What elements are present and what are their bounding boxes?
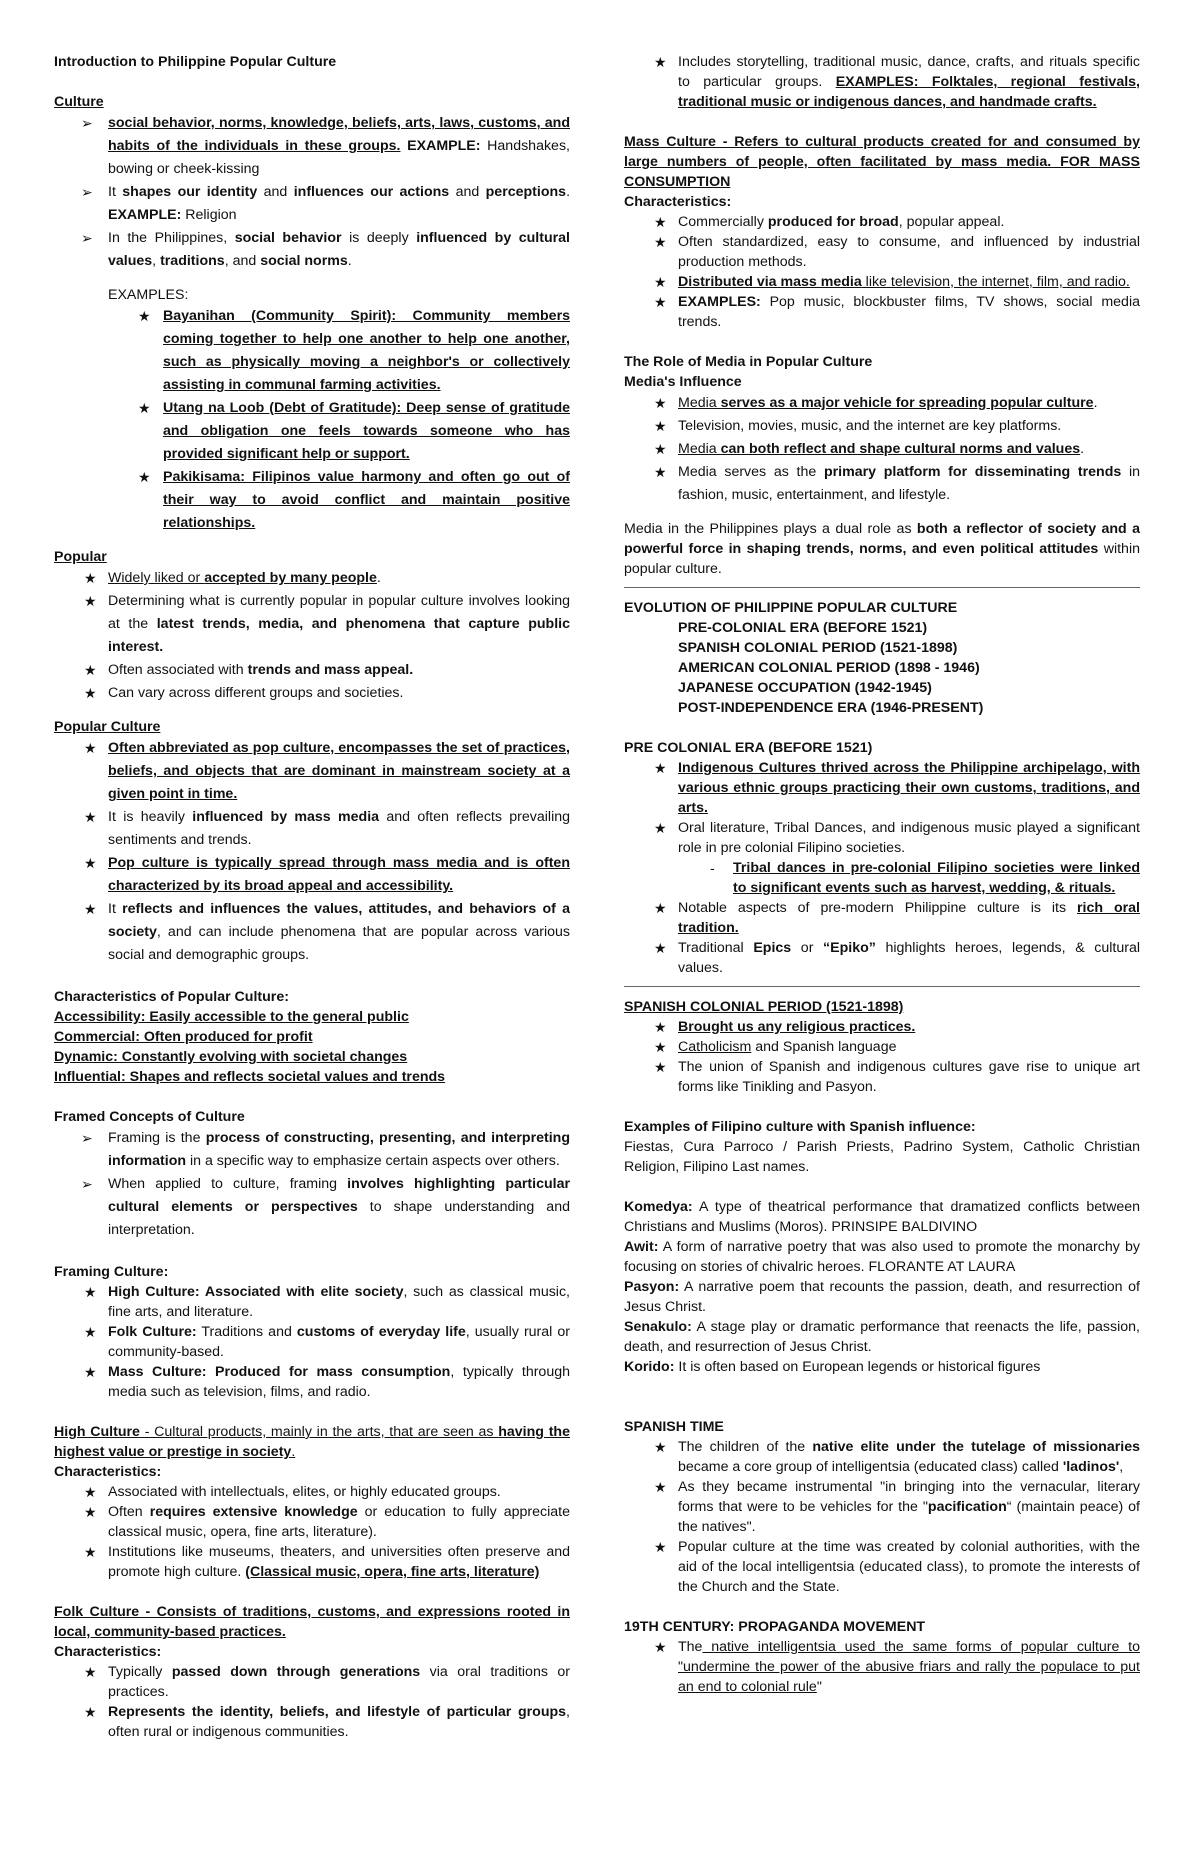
star-icon: ★ <box>84 855 97 871</box>
star-icon: ★ <box>654 464 667 480</box>
star-icon: ★ <box>654 54 667 70</box>
star-icon: ★ <box>84 740 97 756</box>
star-icon: ★ <box>84 1704 97 1720</box>
mass-culture-definition: Mass Culture - Refers to cultural products created for and consumed by large numbers of people, often facilitated by mass media. FOR MASS CONSUMPTION <box>624 134 1140 190</box>
spanish-examples-heading: Examples of Filipino culture with Spanish influence: <box>624 1119 976 1135</box>
left-column <box>54 52 570 1742</box>
media-influence-heading: Media's Influence <box>624 374 742 390</box>
komedya-definition: Komedya: A type of theatrical performance that dramatized conflicts between Christians and Muslims (Moros). PRINSIPE BALDIVINO <box>624 1199 1140 1235</box>
propaganda-item-1: ★ The native intelligentsia used the same forms of popular culture to "undermine the power of the abusive friars and rally the populace to put an end to colonial rule" <box>654 1639 1140 1695</box>
example-pakikisama: ★ Pakikisama: Filipinos value harmony and often go out of their way to avoid conflict and maintain positive relationships. <box>54 466 570 535</box>
arrow-icon: ➢ <box>81 230 93 246</box>
folk-item-3: ★ Includes storytelling, traditional music, dance, crafts, and rituals specific to particular groups. EXAMPLES: Folktales, regional festivals, traditional music or indigenous dances, and handmade crafts. <box>654 54 1140 110</box>
spanish-list <box>624 1017 1140 1097</box>
arrow-icon: ➢ <box>81 184 93 200</box>
media-item-4: ★ Media serves as the primary platform for disseminating trends in fashion, music, entertainment, and lifestyle. <box>624 461 1140 507</box>
arrow-icon: ➢ <box>81 1176 93 1192</box>
mass-item-1: ★ Commercially produced for broad, popular appeal. <box>654 214 1005 230</box>
star-icon: ★ <box>84 1484 97 1500</box>
popular-item-1: ★ Widely liked or accepted by many people. <box>54 567 570 590</box>
star-icon: ★ <box>654 1059 667 1075</box>
divider <box>624 587 1140 588</box>
characteristic-influential: Influential: Shapes and reflects societal values and trends <box>54 1069 446 1085</box>
culture-item-1: ➢ social behavior, norms, knowledge, beliefs, arts, laws, customs, and habits of the individuals in these groups. EXAMPLE: Handshakes, bowing or cheek-kissing <box>54 112 570 181</box>
star-icon: ★ <box>84 901 97 917</box>
star-icon: ★ <box>654 940 667 956</box>
popular-culture-item-4: ★ It reflects and influences the values, attitudes, and behaviors of a society, and can include phenomena that are popular across various social and demographic groups. <box>54 898 570 967</box>
framing-high: ★ High Culture: Associated with elite society, such as classical music, fine arts, and literature. <box>84 1284 570 1320</box>
media-philippines-paragraph: Media in the Philippines plays a dual role as both a reflector of society and a powerful force in shaping trends, norms, and even political attitudes within popular culture. <box>624 521 1140 577</box>
pasyon-definition: Pasyon: A narrative poem that recounts the passion, death, and resurrection of Jesus Christ. <box>624 1279 1140 1315</box>
star-icon: ★ <box>654 1439 667 1455</box>
spanish-time-list <box>624 1437 1140 1597</box>
star-icon: ★ <box>84 1324 97 1340</box>
framing-folk: ★ Folk Culture: Traditions and customs of everyday life, usually rural or community-based. <box>84 1324 570 1360</box>
divider <box>624 986 1140 987</box>
evolution-era-2: SPANISH COLONIAL PERIOD (1521-1898) <box>678 640 958 656</box>
star-icon: ★ <box>654 274 667 290</box>
media-item-1: ★ Media serves as a major vehicle for spreading popular culture. <box>624 392 1140 415</box>
folk-culture-list <box>54 1662 570 1742</box>
mass-characteristics-label: Characteristics: <box>624 194 732 210</box>
popular-culture-heading: Popular Culture <box>54 719 161 735</box>
star-icon: ★ <box>654 1039 667 1055</box>
mass-item-4: ★ EXAMPLES: Pop music, blockbuster films, TV shows, social media trends. <box>654 294 1140 330</box>
star-icon: ★ <box>138 308 151 324</box>
popular-culture-item-2: ★ It is heavily influenced by mass media and often reflects prevailing sentiments and trends. <box>54 806 570 852</box>
high-item-2: ★ Often requires extensive knowledge or education to fully appreciate classical music, opera, fine arts, literature). <box>84 1504 570 1540</box>
popular-culture-item-3: ★ Pop culture is typically spread through mass media and is often characterized by its broad appeal and accessibility. <box>54 852 570 898</box>
propaganda-list <box>624 1637 1140 1697</box>
star-icon: ★ <box>84 570 97 586</box>
star-icon: ★ <box>84 809 97 825</box>
popular-list <box>54 567 570 705</box>
characteristic-commercial: Commercial: Often produced for profit <box>54 1029 313 1045</box>
star-icon: ★ <box>654 1539 667 1555</box>
precolonial-heading: PRE COLONIAL ERA (BEFORE 1521) <box>624 740 873 756</box>
framed-item-1: ➢ Framing is the process of constructing, presenting, and interpreting information in a specific way to emphasize certain aspects over others. <box>54 1127 570 1173</box>
high-item-1: ★ Associated with intellectuals, elites, or highly educated groups. <box>84 1484 501 1500</box>
high-culture-list <box>54 1482 570 1582</box>
star-icon: ★ <box>84 1364 97 1380</box>
star-icon: ★ <box>84 662 97 678</box>
star-icon: ★ <box>84 1284 97 1300</box>
evolution-era-1: PRE-COLONIAL ERA (BEFORE 1521) <box>678 620 928 636</box>
mass-culture-list <box>624 212 1140 332</box>
folk-item-1: ★ Typically passed down through generations via oral traditions or practices. <box>84 1664 571 1700</box>
framed-list <box>54 1127 570 1242</box>
star-icon: ★ <box>654 234 667 250</box>
media-item-3: ★ Media can both reflect and shape cultural norms and values. <box>624 438 1140 461</box>
star-icon: ★ <box>654 214 667 230</box>
spanish-time-item-2: ★ As they became instrumental "in bringing into the vernacular, literary forms that were to be vehicles for the "pacification“ (maintain peace) of the natives". <box>654 1479 1140 1535</box>
culture-examples-list <box>54 305 570 535</box>
arrow-icon: ➢ <box>81 1130 93 1146</box>
high-culture-definition: High Culture - Cultural products, mainly in the arts, that are seen as having the highest value or prestige in society. <box>54 1424 570 1460</box>
precolonial-item-3: ★ Notable aspects of pre-modern Philippine culture is its rich oral tradition. <box>654 900 1140 936</box>
spanish-time-item-1: ★ The children of the native elite under the tutelage of missionaries became a core group of intelligentsia (educated class) called 'ladinos', <box>654 1439 1140 1475</box>
star-icon: ★ <box>654 441 667 457</box>
mass-item-2: ★ Often standardized, easy to consume, and influenced by industrial production methods. <box>654 234 1140 270</box>
arrow-icon: ➢ <box>81 115 93 131</box>
spanish-time-heading: SPANISH TIME <box>624 1419 724 1435</box>
media-list <box>624 392 1140 507</box>
star-icon: ★ <box>654 1639 667 1655</box>
precolonial-item-1: ★ Indigenous Cultures thrived across the Philippine archipelago, with various ethnic groups practicing their own customs, traditions, and arts. <box>654 760 1140 816</box>
example-utang-na-loob: ★ Utang na Loob (Debt of Gratitude): Deep sense of gratitude and obligation one feels towards someone who has provided significant help or support. <box>54 397 570 466</box>
star-icon: ★ <box>654 900 667 916</box>
korido-definition: Korido: It is often based on European legends or historical figures <box>624 1359 1041 1375</box>
popular-item-3: ★ Often associated with trends and mass appeal. <box>54 659 570 682</box>
framing-mass: ★ Mass Culture: Produced for mass consumption, typically through media such as television, films, and radio. <box>84 1364 570 1400</box>
culture-item-2: ➢ It shapes our identity and influences our actions and perceptions. EXAMPLE: Religion <box>54 181 570 227</box>
right-column <box>624 52 1140 1697</box>
star-icon: ★ <box>84 1664 97 1680</box>
framed-item-2: ➢ When applied to culture, framing involves highlighting particular cultural elements or perspectives to shape understanding and interpretation. <box>54 1173 570 1242</box>
precolonial-list <box>624 758 1140 978</box>
spanish-item-3: ★ The union of Spanish and indigenous cultures gave rise to unique art forms like Tinikling and Pasyon. <box>654 1059 1140 1095</box>
framed-concepts-heading: Framed Concepts of Culture <box>54 1109 245 1125</box>
spanish-item-1: ★ Brought us any religious practices. <box>654 1019 916 1035</box>
popular-culture-item-1: ★ Often abbreviated as pop culture, encompasses the set of practices, beliefs, and objects that are dominant in mainstream society at a given point in time. <box>54 737 570 806</box>
folk-continued-list <box>624 52 1140 112</box>
star-icon: ★ <box>138 400 151 416</box>
star-icon: ★ <box>654 418 667 434</box>
spanish-heading: SPANISH COLONIAL PERIOD (1521-1898) <box>624 999 904 1015</box>
star-icon: ★ <box>654 820 667 836</box>
senakulo-definition: Senakulo: A stage play or dramatic performance that reenacts the life, passion, death, and resurrection of Jesus Christ. <box>624 1319 1140 1355</box>
precolonial-item-2: ★ Oral literature, Tribal Dances, and indigenous music played a significant role in pre colonial Filipino societies. <box>654 820 1140 856</box>
evolution-heading: EVOLUTION OF PHILIPPINE POPULAR CULTURE <box>624 600 958 616</box>
framing-culture-heading: Framing Culture: <box>54 1264 169 1280</box>
popular-item-2: ★ Determining what is currently popular in popular culture involves looking at the latest trends, media, and phenomena that capture public interest. <box>54 590 570 659</box>
star-icon: ★ <box>654 1479 667 1495</box>
folk-item-2: ★ Represents the identity, beliefs, and lifestyle of particular groups, often rural or indigenous communities. <box>84 1704 570 1740</box>
mass-item-3: ★ Distributed via mass media like television, the internet, film, and radio. <box>654 274 1130 290</box>
evolution-era-5: POST-INDEPENDENCE ERA (1946-PRESENT) <box>678 700 984 716</box>
star-icon: ★ <box>138 469 151 485</box>
evolution-era-4: JAPANESE OCCUPATION (1942-1945) <box>678 680 932 696</box>
popular-item-4: ★ Can vary across different groups and societies. <box>54 682 570 705</box>
framing-list <box>54 1282 570 1402</box>
culture-list <box>54 112 570 273</box>
high-item-3: ★ Institutions like museums, theaters, and universities often preserve and promote high culture. (Classical music, opera, fine arts, literature) <box>84 1544 570 1580</box>
dash-marker: - <box>710 860 715 876</box>
star-icon: ★ <box>84 685 97 701</box>
star-icon: ★ <box>654 760 667 776</box>
media-item-2: ★ Television, movies, music, and the internet are key platforms. <box>624 415 1140 438</box>
folk-characteristics-label: Characteristics: <box>54 1644 162 1660</box>
star-icon: ★ <box>654 395 667 411</box>
star-icon: ★ <box>654 1019 667 1035</box>
evolution-era-3: AMERICAN COLONIAL PERIOD (1898 - 1946) <box>678 660 980 676</box>
high-characteristics-label: Characteristics: <box>54 1464 162 1480</box>
awit-definition: Awit: A form of narrative poetry that was also used to promote the monarchy by focusing on stories of chivalric heroes. FLORANTE AT LAURA <box>624 1239 1140 1275</box>
page-title: Introduction to Philippine Popular Culture <box>54 54 337 70</box>
spanish-time-item-3: ★ Popular culture at the time was created by colonial authorities, with the aid of the local intelligentsia (educated class), to promote the interests of the Church and the State. <box>654 1539 1140 1595</box>
culture-item-3: ➢ In the Philippines, social behavior is deeply influenced by cultural values, traditions, and social norms. <box>54 227 570 273</box>
characteristics-heading: Characteristics of Popular Culture: <box>54 989 289 1005</box>
culture-heading: Culture <box>54 94 104 110</box>
example-bayanihan: ★ Bayanihan (Community Spirit): Community members coming together to help one another to help one another, such as physically moving a neighbor's or collectively assisting in communal farming activities. <box>54 305 570 397</box>
star-icon: ★ <box>84 593 97 609</box>
examples-label: EXAMPLES: <box>108 287 189 303</box>
spanish-item-2: ★ Catholicism and Spanish language <box>654 1039 897 1055</box>
popular-heading: Popular <box>54 549 107 565</box>
characteristic-accessibility: Accessibility: Easily accessible to the general public <box>54 1009 409 1025</box>
folk-culture-definition: Folk Culture - Consists of traditions, customs, and expressions rooted in local, community-based practices. <box>54 1604 570 1640</box>
star-icon: ★ <box>84 1544 97 1560</box>
star-icon: ★ <box>654 294 667 310</box>
propaganda-heading: 19TH CENTURY: PROPAGANDA MOVEMENT <box>624 1619 926 1635</box>
spanish-examples-text: Fiestas, Cura Parroco / Parish Priests, Padrino System, Catholic Christian Religion, Filipino Last names. <box>624 1139 1140 1175</box>
popular-culture-list <box>54 737 570 967</box>
precolonial-subitem: - Tribal dances in pre-colonial Filipino societies were linked to significant events such as harvest, wedding, & rituals. <box>710 860 1140 896</box>
star-icon: ★ <box>84 1504 97 1520</box>
media-role-heading: The Role of Media in Popular Culture <box>624 354 873 370</box>
characteristic-dynamic: Dynamic: Constantly evolving with societal changes <box>54 1049 408 1065</box>
precolonial-item-4: ★ Traditional Epics or “Epiko” highlights heroes, legends, & cultural values. <box>654 940 1141 976</box>
